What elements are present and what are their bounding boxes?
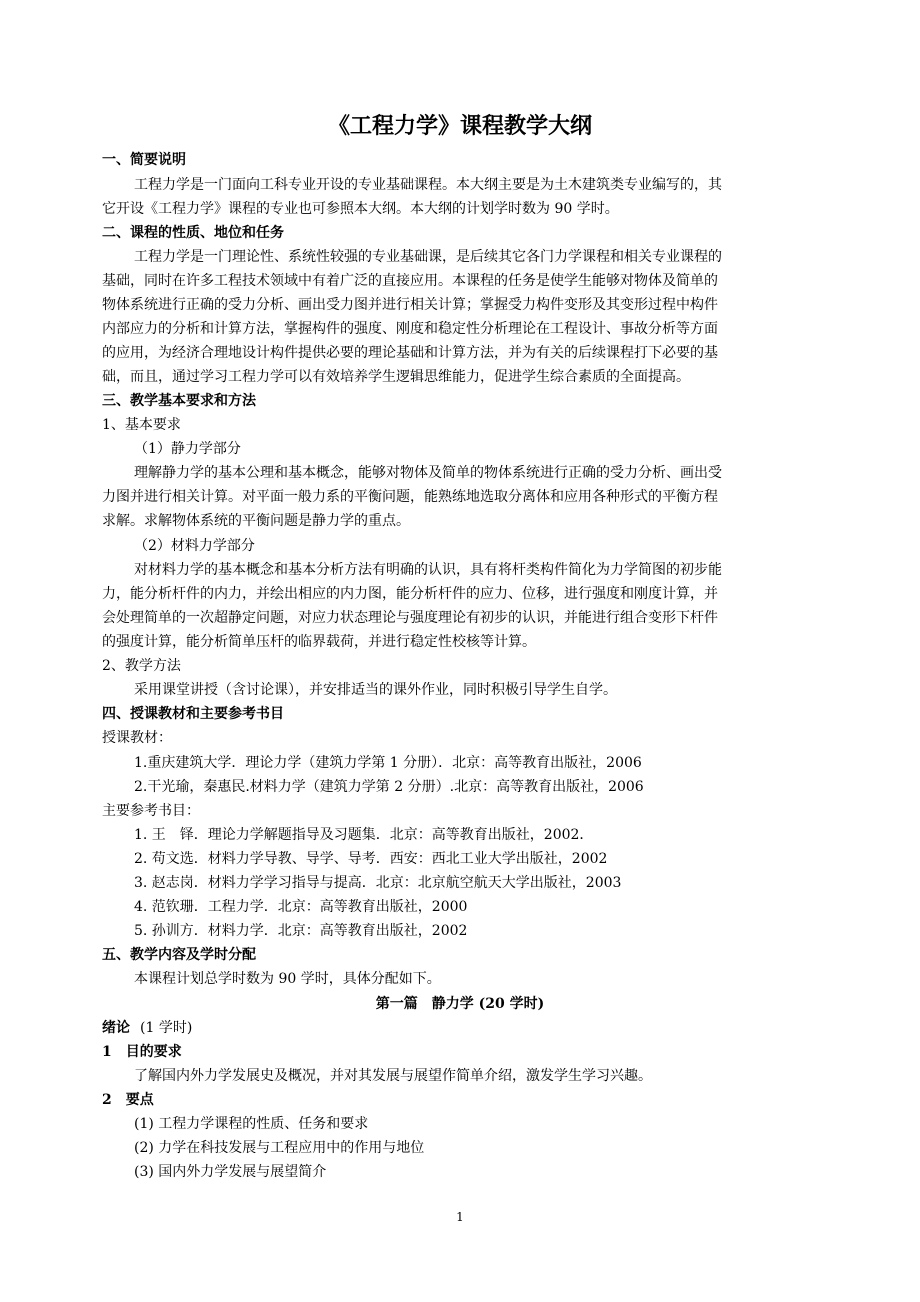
paragraph-line: 对材料力学的基本概念和基本分析方法有明确的认识，具有将杆类构件简化为力学简图的初步能 xyxy=(134,562,722,578)
paragraph-line: 力，能分析杆件的内力，并绘出相应的内力图，能分析杆件的应力、位移，进行强度和刚度计算，并 xyxy=(102,586,718,602)
paragraph-line: 工程力学是一门理论性、系统性较强的专业基础课，是后续其它各门力学课程和相关专业课程的 xyxy=(134,249,722,265)
subsection-heading: （2）材料力学部分 xyxy=(134,538,255,554)
reference-item: 5. 孙训方．材料力学．北京：高等教育出版社，2002 xyxy=(134,923,468,939)
point-item: (1) 工程力学课程的性质、任务和要求 xyxy=(134,1116,369,1132)
subsection-heading: 2、教学方法 xyxy=(102,658,181,674)
paragraph-line: 内部应力的分析和计算方法，掌握构件的强度、刚度和稳定性分析理论在工程设计、事故分析等方面 xyxy=(102,321,718,337)
page-number: 1 xyxy=(456,1210,464,1224)
section-heading-4: 四、授课教材和主要参考书目 xyxy=(102,706,284,722)
paragraph-line: 它开设《工程力学》课程的专业也可参照本大纲。本大纲的计划学时数为 90 学时。 xyxy=(102,201,619,217)
paragraph-line: 采用课堂讲授（含讨论课），并安排适当的课外作业，同时积极引导学生自学。 xyxy=(134,682,617,698)
reference-item: 4. 范钦珊．工程力学．北京：高等教育出版社，2000 xyxy=(134,899,468,915)
paragraph-line: 理解静力学的基本公理和基本概念，能够对物体及简单的物体系统进行正确的受力分析、画出受 xyxy=(134,465,722,481)
list-heading: 授课教材： xyxy=(102,730,172,746)
chapter-heading: 绪论 xyxy=(102,1020,130,1036)
item-heading: 1 目的要求 xyxy=(102,1044,182,1060)
paragraph-line: 会处理简单的一次超静定问题，对应力状态理论与强度理论有初步的认识，并能进行组合变形下杆件 xyxy=(102,610,718,626)
paragraph-line: 力图并进行相关计算。对平面一般力系的平衡问题，能熟练地选取分离体和应用各种形式的平衡方程 xyxy=(102,489,718,505)
textbook-item: 1.重庆建筑大学．理论力学（建筑力学第 1 分册）．北京：高等教育出版社，2006 xyxy=(134,755,642,771)
section-heading-5: 五、教学内容及学时分配 xyxy=(102,947,256,963)
textbook-item: 2.干光瑜，秦惠民.材料力学（建筑力学第 2 分册）.北京：高等教育出版社，2006 xyxy=(134,779,644,795)
paragraph-line: 求解。求解物体系统的平衡问题是静力学的重点。 xyxy=(102,513,410,529)
part-heading: 第一篇 静力学 (20 学时) xyxy=(375,996,545,1012)
paragraph-line: 物体系统进行正确的受力分析、画出受力图并进行相关计算；掌握受力构件变形及其变形过程中构件 xyxy=(102,297,718,313)
paragraph-line: 了解国内外力学发展史及概况，并对其发展与展望作简单介绍，激发学生学习兴趣。 xyxy=(134,1068,652,1084)
paragraph-line: 工程力学是一门面向工科专业开设的专业基础课程。本大纲主要是为土木建筑类专业编写的，其 xyxy=(134,177,722,193)
chapter-hours: (1 学时) xyxy=(140,1020,193,1036)
list-heading: 主要参考书目： xyxy=(102,803,200,819)
subsection-heading: （1）静力学部分 xyxy=(134,441,241,457)
reference-item: 1. 王 铎．理论力学解题指导及习题集．北京：高等教育出版社，2002． xyxy=(134,827,594,843)
paragraph-line: 的强度计算，能分析简单压杆的临界载荷，并进行稳定性校核等计算。 xyxy=(102,634,536,650)
paragraph-line: 本课程计划总学时数为 90 学时，具体分配如下。 xyxy=(134,971,441,987)
reference-item: 3. 赵志岗．材料力学学习指导与提高．北京：北京航空航天大学出版社，2003 xyxy=(134,875,622,891)
subsection-heading: 1、基本要求 xyxy=(102,417,181,433)
paragraph-line: 础，而且，通过学习工程力学可以有效培养学生逻辑思维能力，促进学生综合素质的全面提高。 xyxy=(102,369,690,385)
section-heading-3: 三、教学基本要求和方法 xyxy=(102,393,256,409)
item-heading: 2 要点 xyxy=(102,1092,154,1108)
paragraph-line: 基础，同时在许多工程技术领域中有着广泛的直接应用。本课程的任务是使学生能够对物体及简单的 xyxy=(102,273,718,289)
section-heading-1: 一、简要说明 xyxy=(102,152,186,168)
reference-item: 2. 苟文选．材料力学导教、导学、导考．西安：西北工业大学出版社，2002 xyxy=(134,851,608,867)
point-item: (2) 力学在科技发展与工程应用中的作用与地位 xyxy=(134,1140,425,1156)
point-item: (3) 国内外力学发展与展望简介 xyxy=(134,1164,327,1180)
section-heading-2: 二、课程的性质、地位和任务 xyxy=(102,225,284,241)
paragraph-line: 的应用，为经济合理地设计构件提供必要的理论基础和计算方法，并为有关的后续课程打下必要的基 xyxy=(102,345,718,361)
document-title: 《工程力学》课程教学大纲 xyxy=(327,114,592,139)
